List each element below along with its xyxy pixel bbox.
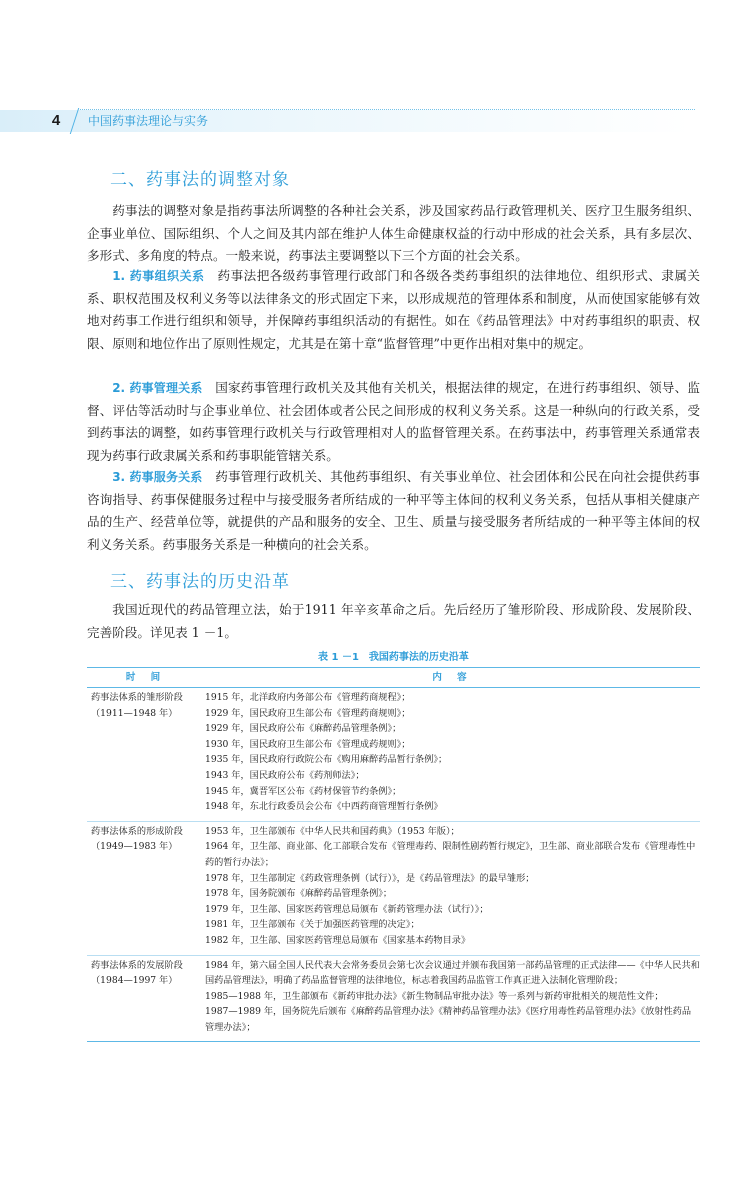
history-table bbox=[87, 667, 700, 1042]
subheading: 2. 药事管理关系 bbox=[112, 381, 203, 395]
event-line: 1943 年，国民政府公布《药剂师法》； bbox=[205, 769, 365, 781]
event-line: 1981 年，卫生部颁布《关于加强医药管理的决定》； bbox=[205, 919, 420, 931]
paragraph-drug-management-relations bbox=[87, 377, 700, 467]
event-line: 1979 年，卫生部、国家医药管理总局颁布《新药管理办法（试行）》； bbox=[205, 903, 489, 915]
event-line: 1985—1988 年，卫生部颁布《新药审批办法》《新生物制品审批办法》等一系列与新药审批相关的规范性文件； bbox=[205, 990, 664, 1002]
event-line: 1982 年，卫生部、国家医药管理总局颁布《国家基本药物目录》 bbox=[205, 934, 471, 946]
subheading: 1. 药事组织关系 bbox=[112, 269, 205, 283]
event-line: 1964 年，卫生部、商业部、化工部联合发布《管理毒药、限制性剧药暂行规定》，卫生部、商业部联合发布《管理毒性中药的暂行办法》； bbox=[205, 841, 696, 868]
book-title: 中国药事法理论与实务 bbox=[88, 114, 209, 128]
section-heading: 三、药事法的历史沿革 bbox=[110, 572, 290, 592]
event-line: 1929 年，国民政府公布《麻醉药品管理条例》； bbox=[205, 723, 402, 735]
events-cell bbox=[205, 688, 700, 822]
event-line: 1978 年，国务院颁布《麻醉药品管理条例》； bbox=[205, 888, 393, 900]
event-line: 1935 年，国民政府行政院公布《购用麻醉药品暂行条例》； bbox=[205, 754, 448, 766]
event-line: 1984 年，第六届全国人民代表大会常务委员会第七次会议通过并颁布我国第一部药品管理的正式法律——《中华人民共和国药品管理法》，明确了药品监督管理的法律地位，标志着我国药品监管工作真正进入法制化管理阶段； bbox=[205, 959, 700, 987]
events-cell bbox=[205, 821, 700, 955]
paragraph-text: 药事管理行政机关、其他药事组织、有关事业单位、社会团体和公民在向社会提供药事咨询指导、药事保健服务过程中与接受服务者所结成的一种平等主体间的权利义务关系，包括从事相关健康产品的生产、经营单位等，就提供的产品和服务的安全、卫生、质量与接受服务者所结成的一种平等主体间的权利义务关系。药事服务关系是一种横向的社会关系。 bbox=[87, 469, 700, 552]
subheading: 3. 药事服务关系 bbox=[112, 470, 203, 484]
table-header-content: 内 容 bbox=[205, 668, 700, 688]
section-intro-paragraph: 我国近现代的药品管理立法，始于1911 年辛亥革命之后。先后经历了雏形阶段、形成阶段、发展阶段、完善阶段。详见表 1 －1。 bbox=[87, 602, 700, 640]
event-line: 1978 年，卫生部制定《药政管理条例（试行）》，是《药品管理法》的最早雏形； bbox=[205, 872, 535, 884]
paragraph-drug-service-relations bbox=[87, 466, 700, 556]
event-line: 1987—1989 年，国务院先后颁布《麻醉药品管理办法》《精神药品管理办法》《医疗用毒性药品管理办法》《放射性药品管理办法》； bbox=[205, 1006, 692, 1033]
table-row bbox=[87, 955, 700, 1042]
paragraph-drug-organization-relations bbox=[87, 265, 700, 355]
event-line: 1948 年，东北行政委员会公布《中西药商管理暂行条例》 bbox=[205, 801, 443, 813]
period-cell: 药事法体系的发展阶段（1984—1997 年） bbox=[87, 955, 205, 1042]
paragraph-text: 国家药事管理行政机关及其他有关机关，根据法律的规定，在进行药事组织、领导、监督、评估等活动时与企事业单位、社会团体或者公民之间形成的权利义务关系。这是一种纵向的行政关系，受到药事法的调整，如药事管理行政机关与行政管理相对人的监督管理关系。在药事法中，药事管理关系通常表现为药事行政隶属关系和药事职能管辖关系。 bbox=[87, 380, 700, 463]
period-cell: 药事法体系的形成阶段（1949—1983 年） bbox=[87, 821, 205, 955]
event-line: 1929 年，国民政府卫生部公布《管理药商规则》； bbox=[205, 707, 411, 719]
event-line: 1915 年，北洋政府内务部公布《管理药商规程》； bbox=[205, 692, 411, 703]
events-cell bbox=[205, 955, 700, 1042]
event-line: 1953 年，卫生部颁布《中华人民共和国药典》（1953 年版）； bbox=[205, 825, 460, 837]
period-cell: 药事法体系的雏形阶段（1911—1948 年） bbox=[87, 688, 205, 822]
event-line: 1930 年，国民政府卫生部公布《管理成药规则》； bbox=[205, 738, 411, 750]
paragraph-text: 药事法把各级药事管理行政部门和各级各类药事组织的法律地位、组织形式、隶属关系、职权范围及权利义务等以法律条文的形式固定下来，以形成规范的管理体系和制度，从而使国家能够有效地对药事工作进行组织和领导，并保障药事组织活动的有据性。如在《药品管理法》中对药事组织的职责、权限、原则和地位作出了原则性规定，尤其是在第十章“监督管理”中更作出相对集中的规定。 bbox=[87, 268, 701, 351]
event-line: 1945 年，冀晋军区公布《药材保管节约条例》； bbox=[205, 785, 402, 797]
section-intro-paragraph: 药事法的调整对象是指药事法所调整的各种社会关系，涉及国家药品行政管理机关、医疗卫生服务组织、企事业单位、国际组织、个人之间及其内部在维护人体生命健康权益的行动中形成的社会关系，具有多层次、多形式、多角度的特点。一般来说，药事法主要调整以下三个方面的社会关系。 bbox=[87, 203, 700, 264]
page-number: 4 bbox=[51, 112, 61, 129]
table-caption: 表 1 －1 我国药事法的历史沿革 bbox=[318, 652, 469, 663]
table-row bbox=[87, 688, 700, 822]
section-heading: 二、药事法的调整对象 bbox=[110, 170, 290, 190]
table-row bbox=[87, 821, 700, 955]
table-header-period: 时 间 bbox=[87, 668, 205, 688]
